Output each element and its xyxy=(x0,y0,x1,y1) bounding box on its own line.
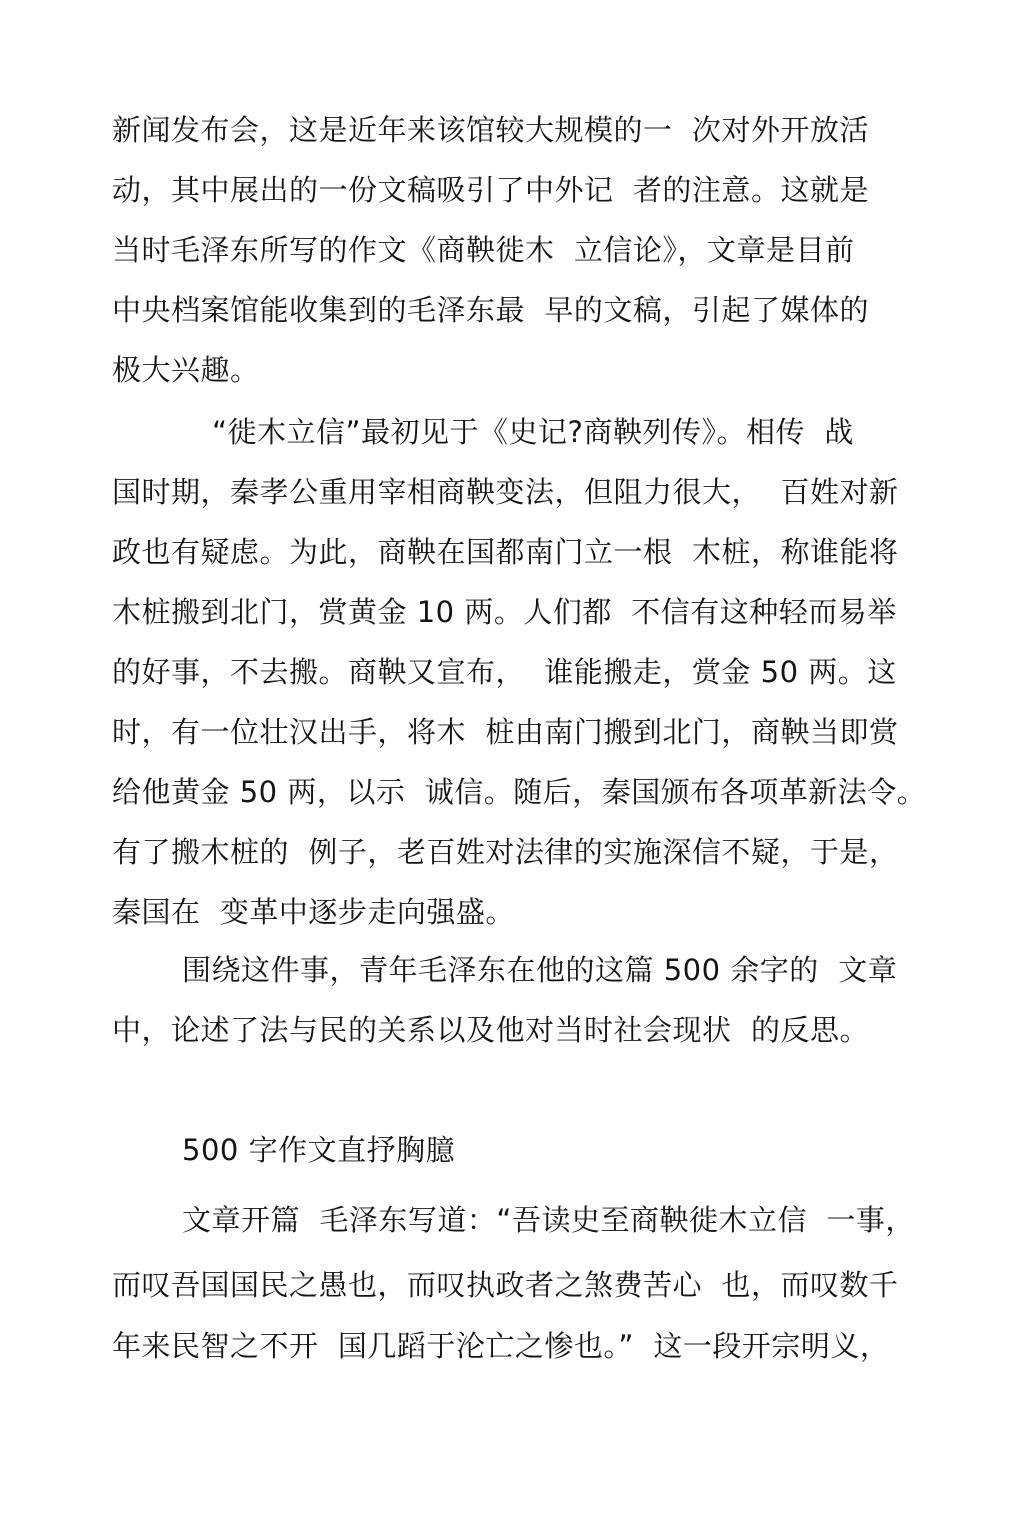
paragraph-2-line-4: 木桩搬到北门，赏黄金 10 两。人们都 不信有这种轻而易举 xyxy=(112,595,897,629)
paragraph-2-line-5: 的好事，不去搬。商鞅又宣布， 谁能搬走，赏金 50 两。这 xyxy=(112,655,897,689)
paragraph-4-line-3: 年来民智之不开 国几蹈于沦亡之惨也。” 这一段开宗明义， xyxy=(112,1329,890,1363)
paragraph-1-line-5: 极大兴趣。 xyxy=(112,353,260,387)
paragraph-2-line-9: 秦国在 变革中逐步走向强盛。 xyxy=(112,895,515,929)
paragraph-2-line-6: 时，有一位壮汉出手，将木 桩由南门搬到北门，商鞅当即赏 xyxy=(112,715,899,749)
section-heading: 500 字作文直抒胸臆 xyxy=(182,1133,456,1167)
paragraph-2-line-7: 给他黄金 50 两，以示 诚信。随后，秦国颁布各项革新法令。 xyxy=(112,775,927,809)
paragraph-2-line-3: 政也有疑虑。为此，商鞅在国都南门立一根 木桩，称谁能将 xyxy=(112,535,899,569)
paragraph-2-line-2: 国时期，秦孝公重用宰相商鞅变法，但阻力很大， 百姓对新 xyxy=(112,475,899,509)
paragraph-2-line-8: 有了搬木桩的 例子，老百姓对法律的实施深信不疑，于是， xyxy=(112,835,899,869)
paragraph-4-line-1: 文章开篇 毛泽东写道：“吾读史至商鞅徙木立信 一事， xyxy=(182,1203,915,1237)
paragraph-1-line-4: 中央档案馆能收集到的毛泽东最 早的文稿，引起了媒体的 xyxy=(112,293,869,327)
paragraph-2-line-1: “徙木立信”最初见于《史记?商鞅列传》。相传 战 xyxy=(212,415,854,449)
paragraph-1-line-2: 动，其中展出的一份文稿吸引了中外记 者的注意。这就是 xyxy=(112,173,869,207)
paragraph-1-line-1: 新闻发布会，这是近年来该馆较大规模的一 次对外开放活 xyxy=(112,113,869,147)
paragraph-3-line-1: 围绕这件事，青年毛泽东在他的这篇 500 余字的 文章 xyxy=(182,953,898,987)
paragraph-4-line-2: 而叹吾国国民之愚也，而叹执政者之煞费苦心 也，而叹数千 xyxy=(112,1268,899,1302)
paragraph-3-line-2: 中，论述了法与民的关系以及他对当时社会现状 的反思。 xyxy=(112,1013,869,1047)
paragraph-1-line-3: 当时毛泽东所写的作文《商鞅徙木 立信论》，文章是目前 xyxy=(112,233,855,267)
